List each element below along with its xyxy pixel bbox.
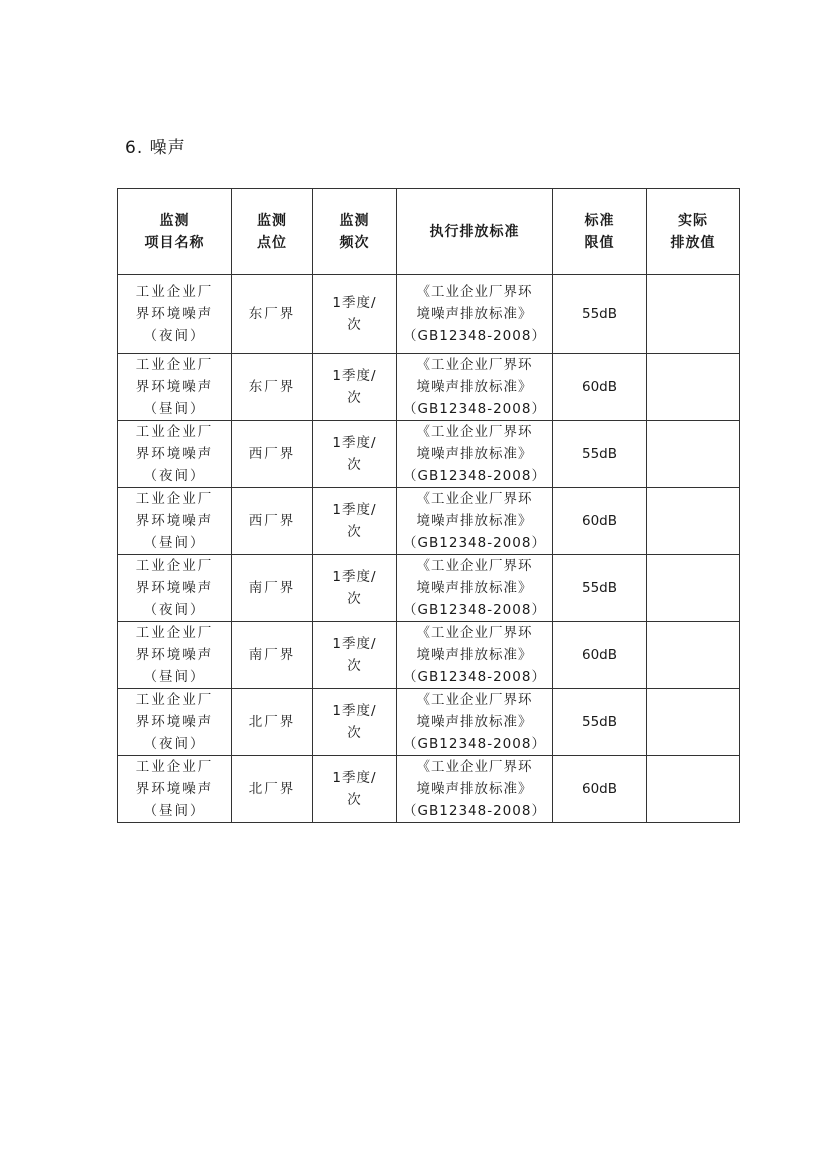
cell-standard: 《工业企业厂界环 境噪声排放标准》 （GB12348-2008） — [397, 275, 553, 354]
cell-actual — [647, 555, 740, 622]
table-row — [118, 756, 740, 823]
header-point: 监测 点位 — [232, 189, 313, 275]
cell-limit: 55dB — [553, 555, 647, 622]
cell-frequency: 1季度/ 次 — [313, 354, 397, 421]
cell-frequency: 1季度/ 次 — [313, 622, 397, 689]
section-heading: 6. 噪声 — [125, 138, 186, 158]
cell-standard: 《工业企业厂界环 境噪声排放标准》 （GB12348-2008） — [397, 622, 553, 689]
cell-standard: 《工业企业厂界环 境噪声排放标准》 （GB12348-2008） — [397, 421, 553, 488]
cell-point: 北厂界 — [232, 689, 313, 756]
header-frequency: 监测 频次 — [313, 189, 397, 275]
cell-item: 工业企业厂 界环境噪声 （昼间） — [118, 756, 232, 823]
cell-frequency: 1季度/ 次 — [313, 756, 397, 823]
cell-frequency: 1季度/ 次 — [313, 488, 397, 555]
cell-actual — [647, 756, 740, 823]
cell-standard: 《工业企业厂界环 境噪声排放标准》 （GB12348-2008） — [397, 354, 553, 421]
cell-actual — [647, 488, 740, 555]
cell-point: 南厂界 — [232, 622, 313, 689]
cell-actual — [647, 689, 740, 756]
cell-item: 工业企业厂 界环境噪声 （昼间） — [118, 488, 232, 555]
table-header-row — [118, 189, 740, 275]
cell-item: 工业企业厂 界环境噪声 （昼间） — [118, 622, 232, 689]
table-row — [118, 555, 740, 622]
cell-standard: 《工业企业厂界环 境噪声排放标准》 （GB12348-2008） — [397, 555, 553, 622]
cell-item: 工业企业厂 界环境噪声 （夜间） — [118, 275, 232, 354]
cell-item: 工业企业厂 界环境噪声 （夜间） — [118, 689, 232, 756]
cell-item: 工业企业厂 界环境噪声 （夜间） — [118, 421, 232, 488]
noise-monitoring-table — [117, 188, 740, 823]
cell-point: 东厂界 — [232, 275, 313, 354]
table-row — [118, 689, 740, 756]
cell-point: 北厂界 — [232, 756, 313, 823]
cell-item: 工业企业厂 界环境噪声 （夜间） — [118, 555, 232, 622]
cell-actual — [647, 622, 740, 689]
table-row — [118, 488, 740, 555]
cell-frequency: 1季度/ 次 — [313, 689, 397, 756]
table-row — [118, 622, 740, 689]
cell-point: 西厂界 — [232, 488, 313, 555]
cell-standard: 《工业企业厂界环 境噪声排放标准》 （GB12348-2008） — [397, 756, 553, 823]
cell-limit: 60dB — [553, 354, 647, 421]
cell-frequency: 1季度/ 次 — [313, 275, 397, 354]
cell-actual — [647, 275, 740, 354]
table-row — [118, 354, 740, 421]
cell-standard: 《工业企业厂界环 境噪声排放标准》 （GB12348-2008） — [397, 689, 553, 756]
cell-point: 南厂界 — [232, 555, 313, 622]
cell-limit: 60dB — [553, 488, 647, 555]
cell-limit: 60dB — [553, 622, 647, 689]
cell-item: 工业企业厂 界环境噪声 （昼间） — [118, 354, 232, 421]
cell-actual — [647, 421, 740, 488]
table-row — [118, 275, 740, 354]
cell-frequency: 1季度/ 次 — [313, 555, 397, 622]
header-standard: 执行排放标准 — [397, 189, 553, 275]
header-actual: 实际 排放值 — [647, 189, 740, 275]
header-limit: 标准 限值 — [553, 189, 647, 275]
cell-frequency: 1季度/ 次 — [313, 421, 397, 488]
header-item-name: 监测 项目名称 — [118, 189, 232, 275]
cell-point: 东厂界 — [232, 354, 313, 421]
cell-actual — [647, 354, 740, 421]
cell-point: 西厂界 — [232, 421, 313, 488]
cell-limit: 60dB — [553, 756, 647, 823]
cell-limit: 55dB — [553, 689, 647, 756]
cell-limit: 55dB — [553, 421, 647, 488]
table-row — [118, 421, 740, 488]
cell-standard: 《工业企业厂界环 境噪声排放标准》 （GB12348-2008） — [397, 488, 553, 555]
cell-limit: 55dB — [553, 275, 647, 354]
